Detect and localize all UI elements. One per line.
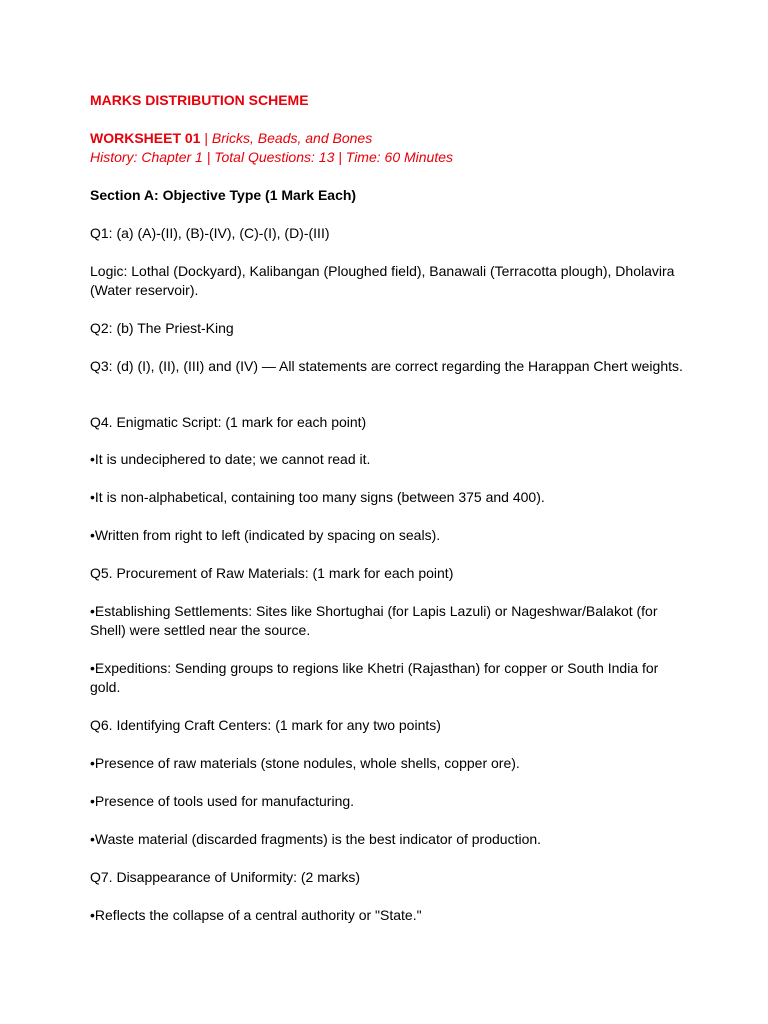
q4-point: •Written from right to left (indicated by spacing on seals). (90, 527, 441, 543)
q6-point: •Presence of raw materials (stone nodules, whole shells, copper ore). (90, 755, 520, 771)
q5-point: •Establishing Settlements: Sites like Shortughai (for Lapis Lazuli) or Nageshwar/Balakot (for Shell) were settled near the source. (90, 603, 658, 638)
document-title: MARKS DISTRIBUTION SCHEME (90, 92, 309, 108)
document-page (90, 91, 690, 925)
q4-point: •It is undeciphered to date; we cannot read it. (90, 451, 371, 467)
worksheet-meta: History: Chapter 1 | Total Questions: 13 | Time: 60 Minutes (90, 149, 454, 165)
q5-heading: Q5. Procurement of Raw Materials: (1 mark for each point) (90, 565, 454, 581)
worksheet-heading (90, 129, 690, 148)
worksheet-label: WORKSHEET 01 (90, 130, 201, 146)
q6-heading: Q6. Identifying Craft Centers: (1 mark for any two points) (90, 717, 441, 733)
q4-heading: Q4. Enigmatic Script: (1 mark for each point) (90, 414, 367, 430)
q3-answer: Q3: (d) (I), (II), (III) and (IV) — All statements are correct regarding the Harappan Chert weights. (90, 358, 683, 374)
q4-point: •It is non-alphabetical, containing too many signs (between 375 and 400). (90, 489, 545, 505)
q7-point: •Reflects the collapse of a central authority or "State." (90, 907, 422, 923)
q5-point: •Expeditions: Sending groups to regions like Khetri (Rajasthan) for copper or South India for gold. (90, 660, 659, 695)
q2-answer: Q2: (b) The Priest-King (90, 320, 234, 336)
q6-point: •Waste material (discarded fragments) is the best indicator of production. (90, 831, 542, 847)
section-a-title: Section A: Objective Type (1 Mark Each) (90, 187, 357, 203)
q6-point: •Presence of tools used for manufacturing. (90, 793, 355, 809)
worksheet-separator: | (200, 130, 212, 146)
q7-heading: Q7. Disappearance of Uniformity: (2 marks) (90, 869, 360, 885)
q1-answer: Q1: (a) (A)-(II), (B)-(IV), (C)-(I), (D)-(III) (90, 225, 330, 241)
q1-logic: Logic: Lothal (Dockyard), Kalibangan (Ploughed field), Banawali (Terracotta plough), Dholavira (Water reservoir). (90, 263, 675, 298)
worksheet-topic: Bricks, Beads, and Bones (211, 130, 373, 146)
